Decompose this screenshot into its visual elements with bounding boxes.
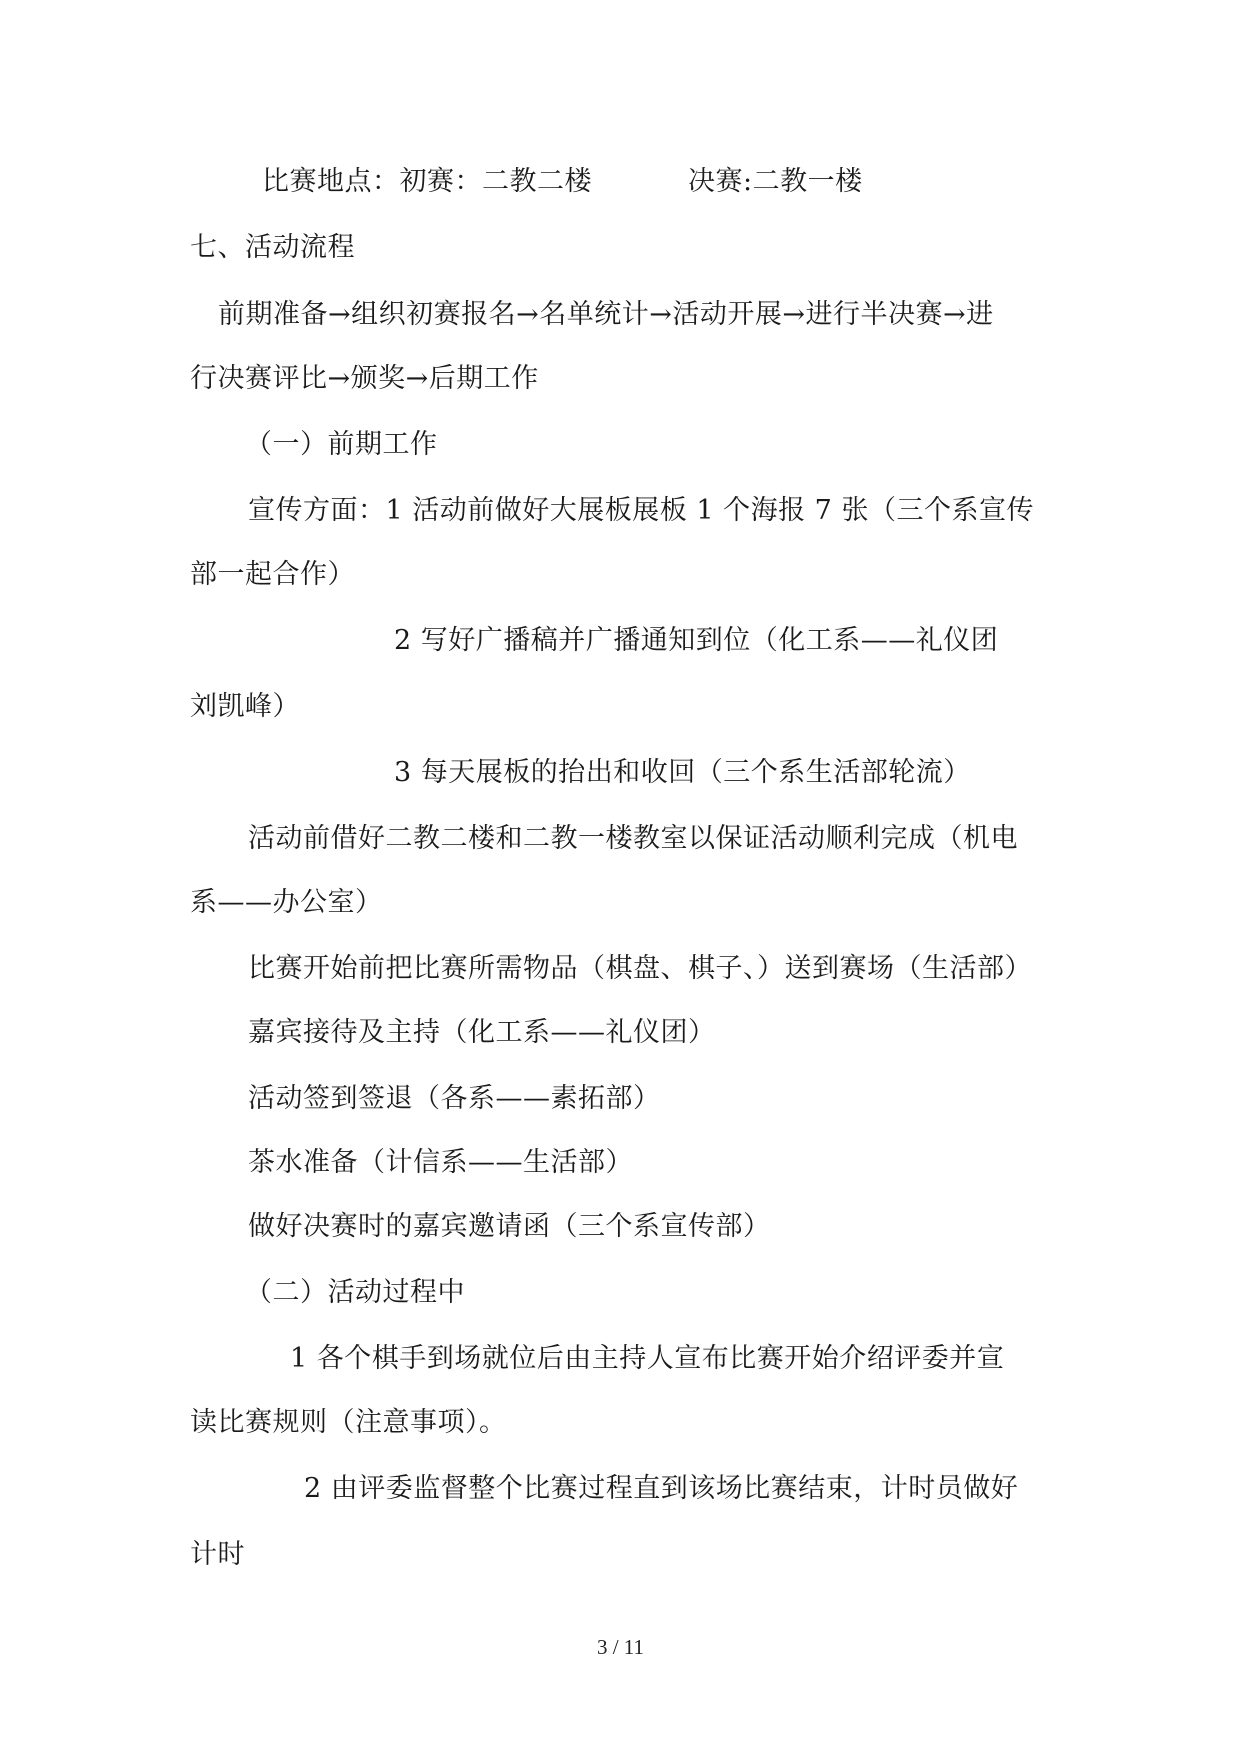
supplies-line: 比赛开始前把比赛所需物品（棋盘、棋子、）送到赛场（生活部）: [248, 953, 1032, 984]
venue-final-line: 决赛:二教一楼: [688, 166, 863, 197]
flow-steps-line-1: 前期准备→组织初赛报名→名单统计→活动开展→进行半决赛→进: [218, 299, 994, 330]
process-item-2-line-2: 计时: [190, 1539, 245, 1570]
flow-steps-line-2: 行决赛评比→颁奖→后期工作: [190, 363, 539, 394]
publicity-item-1-line-2: 部一起合作）: [190, 559, 355, 590]
publicity-item-3: 3 每天展板的抬出和收回（三个系生活部轮流）: [394, 757, 971, 788]
classroom-booking-line-1: 活动前借好二教二楼和二教一楼教室以保证活动顺利完成（机电: [248, 823, 1018, 854]
subsection-heading-during-activity: （二）活动过程中: [245, 1277, 465, 1308]
refreshments-line: 茶水准备（计信系——生活部）: [248, 1147, 633, 1178]
guest-reception-line: 嘉宾接待及主持（化工系——礼仪团）: [248, 1017, 716, 1048]
invitation-line: 做好决赛时的嘉宾邀请函（三个系宣传部）: [248, 1211, 771, 1242]
venue-preliminary-line: 比赛地点：初赛：二教二楼: [262, 166, 592, 197]
process-item-1-line-1: 1 各个棋手到场就位后由主持人宣布比赛开始介绍评委并宣: [290, 1343, 1005, 1374]
publicity-item-2-line-1: 2 写好广播稿并广播通知到位（化工系——礼仪团: [394, 625, 999, 656]
classroom-booking-line-2: 系——办公室）: [190, 887, 383, 918]
sign-in-line: 活动签到签退（各系——素拓部）: [248, 1083, 661, 1114]
process-item-1-line-2: 读比赛规则（注意事项）。: [190, 1407, 507, 1438]
section-heading-activity-flow: 七、活动流程: [190, 232, 355, 263]
subsection-heading-preparation: （一）前期工作: [245, 429, 438, 460]
process-item-2-line-1: 2 由评委监督整个比赛过程直到该场比赛结束，计时员做好: [304, 1473, 1019, 1504]
publicity-item-2-line-2: 刘凯峰）: [190, 691, 300, 722]
publicity-item-1-line-1: 宣传方面：1 活动前做好大展板展板 1 个海报 7 张（三个系宣传: [248, 495, 1034, 526]
page-number: 3 / 11: [596, 1635, 645, 1659]
